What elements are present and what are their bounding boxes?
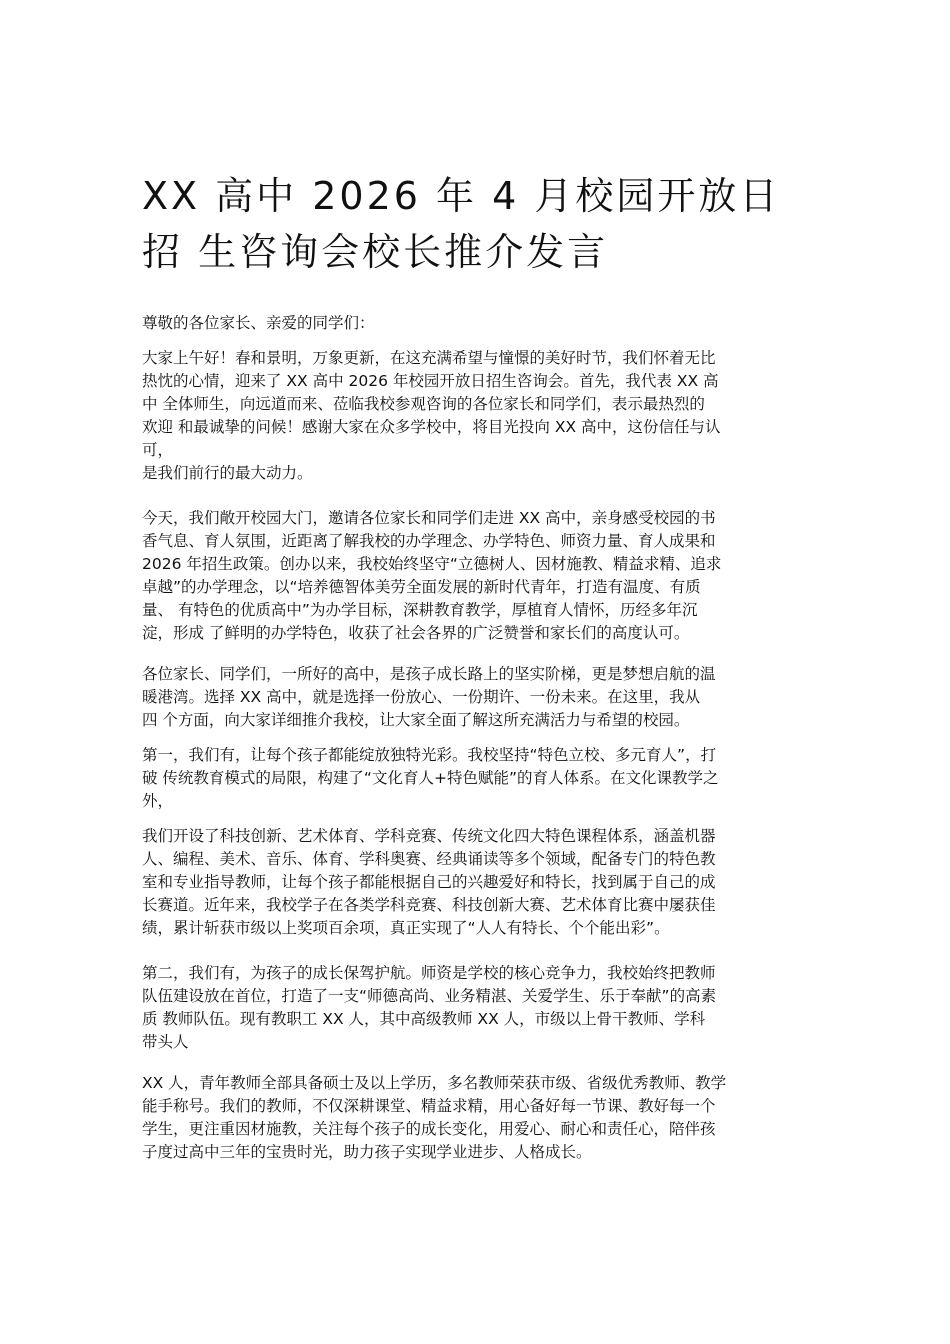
text-line: 我们开设了科技创新、艺术体育、学科竞赛、传统文化四大特色课程体系，涵盖机器	[142, 827, 716, 845]
text-line: 尊敬的各位家长、亲爱的同学们：	[142, 314, 375, 332]
text-line: XX 人，青年教师全部具备硕士及以上学历，多名教师荣获市级、省级优秀教师、教学	[142, 1074, 727, 1092]
text-line: 队伍建设放在首位，打造了一支“师德高尚、业务精湛、关爱学生、乐于奉献”的高素	[142, 987, 717, 1005]
text-line: 2026 年招生政策。创办以来，我校始终坚守“立德树人、因材施教、精益求精、追求	[142, 555, 722, 573]
text-line: 香气息、育人氛围，近距离了解我校的办学理念、办学特色、师资力量、育人成果和	[142, 532, 716, 550]
title-line: XX 高中 2026 年 4 月校园开放日	[142, 174, 781, 218]
point-two-paragraph	[142, 962, 807, 1054]
overview-paragraph	[142, 663, 807, 732]
text-line: 欢迎 和最诚挚的问候！感谢大家在众多学校中，将目光投向 XX 高中，这份信任与认	[142, 418, 721, 436]
text-line: 中 全体师生，向远道而来、莅临我校参观咨询的各位家长和同学们，表示最热烈的	[142, 395, 705, 413]
text-line: 绩，累计斩获市级以上奖项百余项，真正实现了“人人有特长、个个能出彩”。	[142, 919, 670, 937]
intro-paragraph	[142, 507, 807, 645]
greeting-paragraph	[142, 347, 807, 485]
text-line: 室和专业指导教师，让每个孩子都能根据自己的兴趣爱好和特长，找到属于自己的成	[142, 873, 716, 891]
text-line: 带头人	[142, 1033, 189, 1051]
text-line: 淀，形成 了鲜明的办学特色，收获了社会各界的广泛赞誉和家长们的高度认可。	[142, 624, 690, 642]
text-line: 各位家长、同学们，一所好的高中，是孩子成长路上的坚实阶梯，更是梦想启航的温	[142, 665, 716, 683]
text-line: 第一，我们有，让每个孩子都能绽放独特光彩。我校坚持“特色立校、多元育人”，打	[142, 746, 717, 764]
text-line: 质 教师队伍。现有教职工 XX 人，其中高级教师 XX 人，市级以上骨干教师、学科	[142, 1010, 706, 1028]
document-body	[142, 312, 807, 1164]
text-line: 人、编程、美术、音乐、体育、学科奥赛、经典诵读等多个领域，配备专门的特色教	[142, 850, 716, 868]
text-line: 可，	[142, 441, 174, 459]
text-line: 大家上午好！春和景明，万象更新，在这充满希望与憧憬的美好时节，我们怀着无比	[142, 349, 716, 367]
point-one-paragraph	[142, 744, 807, 813]
point-one-detail-paragraph	[142, 825, 807, 940]
text-line: 暖港湾。选择 XX 高中，就是选择一份放心、一份期许、一份未来。在这里，我从	[142, 688, 701, 706]
text-line: 四 个方面，向大家详细推介我校，让大家全面了解这所充满活力与希望的校园。	[142, 711, 690, 729]
text-line: 第二，我们有，为孩子的成长保驾护航。师资是学校的核心竞争力，我校始终把教师	[142, 964, 716, 982]
text-line: 是我们前行的最大动力。	[142, 464, 313, 482]
text-line: 学生，更注重因材施教，关注每个孩子的成长变化，用爱心、耐心和责任心，陪伴孩	[142, 1120, 716, 1138]
document-title	[142, 168, 822, 280]
salutation-paragraph	[142, 312, 807, 335]
text-line: 今天，我们敞开校园大门，邀请各位家长和同学们走进 XX 高中，亲身感受校园的书	[142, 509, 716, 527]
text-line: 卓越”的办学理念，以“培养德智体美劳全面发展的新时代青年，打造有温度、有质	[142, 578, 701, 596]
text-line: 子度过高中三年的宝贵时光，助力孩子实现学业进步、人格成长。	[142, 1143, 592, 1161]
text-line: 能手称号。我们的教师，不仅深耕课堂、精益求精，用心备好每一节课、教好每一个	[142, 1097, 716, 1115]
text-line: 长赛道。近年来，我校学子在各类学科竞赛、科技创新大赛、艺术体育比赛中屡获佳	[142, 896, 716, 914]
text-line: 破 传统教育模式的局限，构建了“文化育人+特色赋能”的育人体系。在文化课教学之	[142, 769, 719, 787]
text-line: 外，	[142, 792, 174, 810]
text-line: 量、 有特色的优质高中”为办学目标，深耕教育教学，厚植育人情怀，历经多年沉	[142, 601, 698, 619]
point-two-detail-paragraph	[142, 1072, 807, 1164]
text-line: 热忱的心情，迎来了 XX 高中 2026 年校园开放日招生咨询会。首先，我代表 XX 高	[142, 372, 719, 390]
title-line: 招 生咨询会校长推介发言	[142, 230, 609, 274]
